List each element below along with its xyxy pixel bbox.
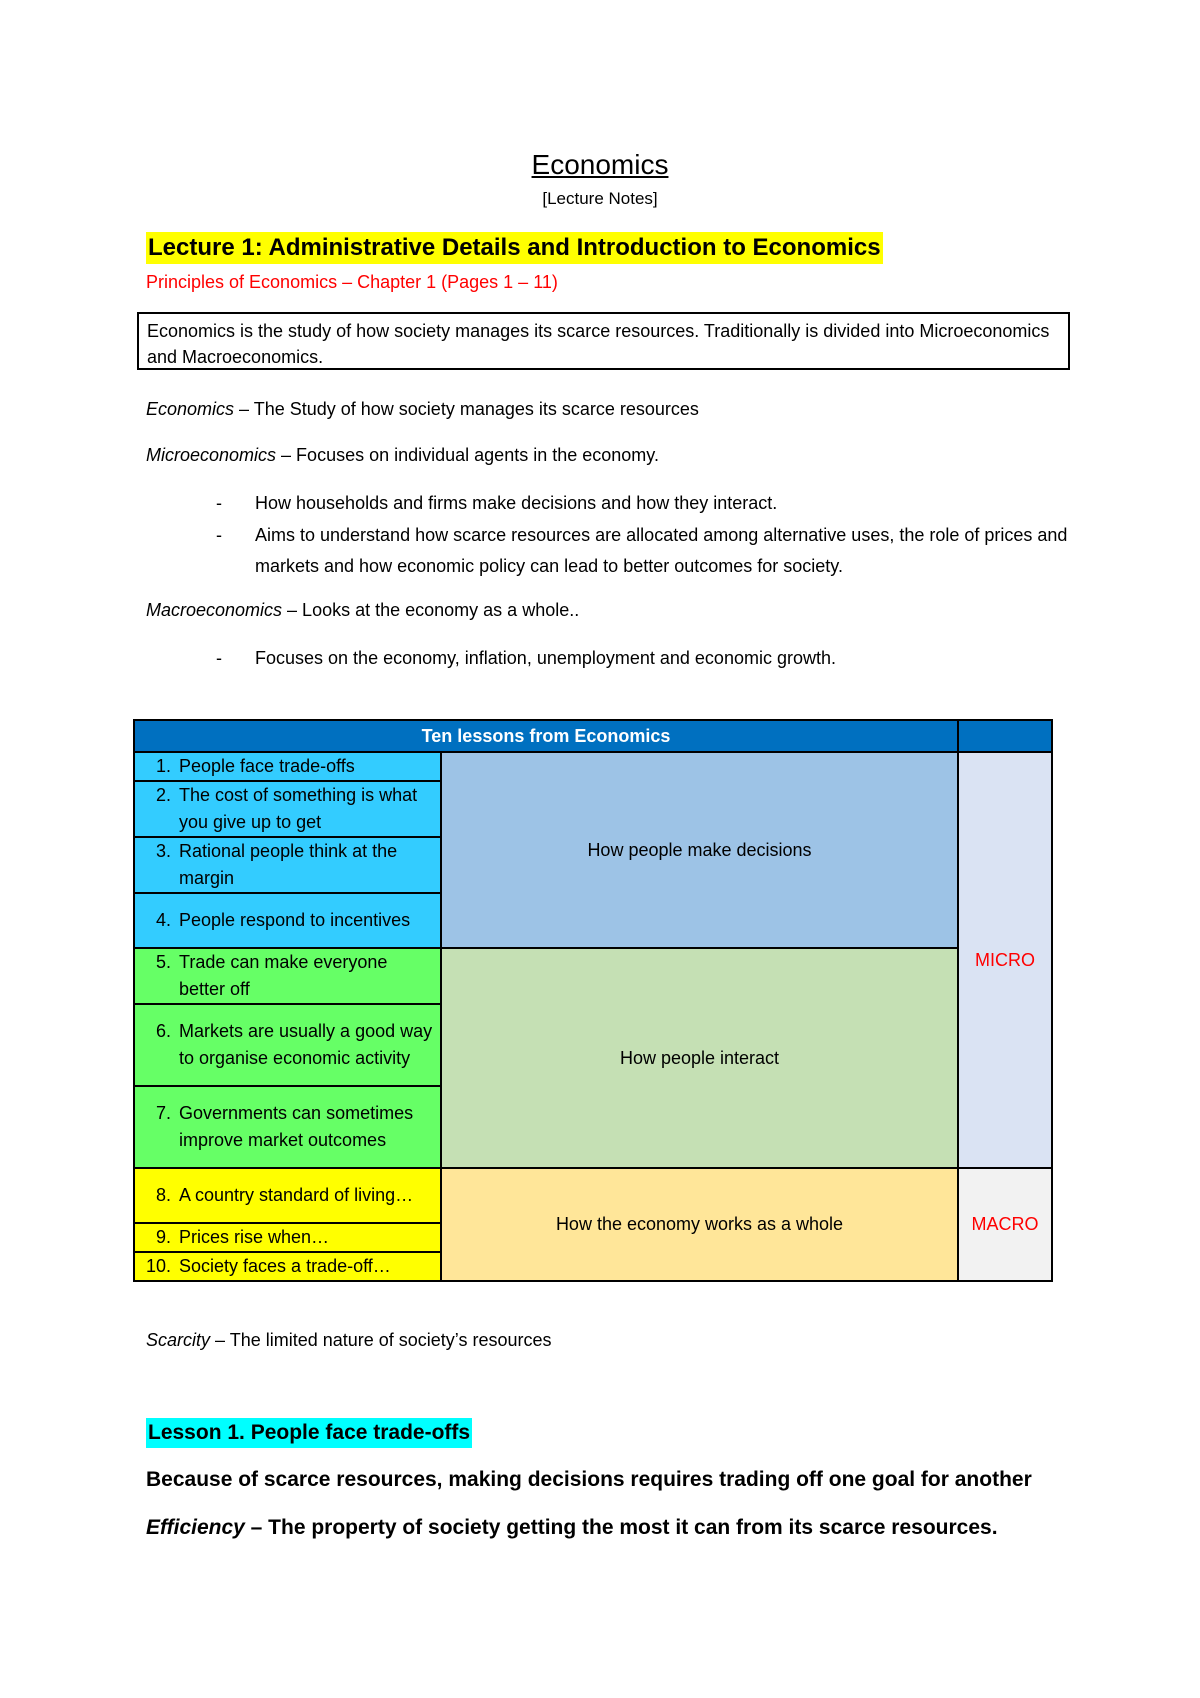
lesson-cell: [134, 948, 441, 1004]
lesson-text: A country standard of living…: [179, 1185, 414, 1205]
lesson-cell: [134, 893, 441, 948]
lesson-text: Markets are usually a good way to organise economic activity: [179, 1021, 433, 1068]
definition-scarcity: [146, 1328, 552, 1352]
definition-term: Scarcity: [146, 1330, 211, 1350]
definition-macroeconomics: [146, 598, 579, 622]
lesson-text: Governments can sometimes improve market outcomes: [179, 1103, 414, 1150]
bullet-marker: -: [216, 648, 222, 668]
table-row: [134, 752, 1052, 781]
lesson-text: People face trade-offs: [179, 756, 355, 776]
lesson-cell: [134, 837, 441, 893]
definition-efficiency: [146, 1514, 998, 1542]
lesson-number: 2.: [155, 785, 171, 805]
document-title: Economics: [531, 149, 669, 180]
chapter-reference: Principles of Economics – Chapter 1 (Pages 1 – 11): [146, 272, 558, 292]
table-header-blank: [958, 720, 1052, 752]
lesson-number: 6.: [155, 1021, 171, 1041]
ten-lessons-table: [133, 719, 1053, 1282]
lesson-cell: [134, 1168, 441, 1223]
lesson-number: 7.: [155, 1103, 171, 1123]
group-interact: How people interact: [441, 948, 958, 1168]
lesson-text: Society faces a trade-off…: [179, 1256, 391, 1276]
lesson-cell: [134, 1004, 441, 1086]
lesson-text: Rational people think at the margin: [179, 841, 398, 888]
lesson-cell: [134, 1223, 441, 1252]
document-subtitle: [Lecture Notes]: [542, 189, 658, 208]
list-item: Focuses on the economy, inflation, unemployment and economic growth.: [255, 648, 836, 668]
summary-box: Economics is the study of how society manages its scarce resources. Traditionally is divided into Microeconomics and Macroeconomics.: [137, 312, 1070, 370]
lesson-text: People respond to incentives: [179, 910, 411, 930]
lesson-cell: [134, 1252, 441, 1281]
lesson-text: The cost of something is what you give up to get: [179, 785, 418, 832]
lesson-cell: [134, 1086, 441, 1168]
definition-term: Economics: [146, 399, 235, 419]
definition-text: – Looks at the economy as a whole..: [282, 600, 580, 620]
definition-term: Efficiency: [146, 1516, 245, 1539]
lesson-heading: Lesson 1. People face trade-offs: [146, 1418, 472, 1448]
group-economy-whole: How the economy works as a whole: [441, 1168, 958, 1281]
lesson-body: Because of scarce resources, making decisions requires trading off one goal for another: [146, 1468, 1032, 1491]
lesson-number: 9.: [155, 1227, 171, 1247]
bullet-marker: -: [216, 525, 222, 545]
table-header-row: [134, 720, 1052, 752]
definition-text: – The property of society getting the most it can from its scarce resources.: [244, 1516, 998, 1539]
lesson-number: 8.: [155, 1185, 171, 1205]
lesson-text: Prices rise when…: [179, 1227, 330, 1247]
list-item: How households and firms make decisions and how they interact.: [255, 493, 778, 513]
definition-term: Microeconomics: [146, 445, 277, 465]
lesson-number: 3.: [155, 841, 171, 861]
lesson-number: 4.: [155, 910, 171, 930]
definition-economics: [146, 397, 699, 421]
definition-text: – The Study of how society manages its scarce resources: [234, 399, 699, 419]
definition-text: – The limited nature of society’s resources: [210, 1330, 552, 1350]
definition-microeconomics: [146, 443, 659, 467]
table-header: Ten lessons from Economics: [134, 720, 958, 752]
scope-macro: MACRO: [958, 1168, 1052, 1281]
group-decisions: How people make decisions: [441, 752, 958, 948]
table-row: [134, 948, 1052, 1004]
lesson-number: 5.: [155, 952, 171, 972]
lesson-text: Trade can make everyone better off: [179, 952, 388, 999]
definition-text: – Focuses on individual agents in the economy.: [276, 445, 659, 465]
definition-term: Macroeconomics: [146, 600, 283, 620]
lesson-number: 10.: [145, 1256, 171, 1276]
list-item: Aims to understand how scarce resources are allocated among alternative uses, the role of prices and markets and how economic policy can lead to better outcomes for society.: [255, 525, 1068, 576]
lesson-cell: [134, 752, 441, 781]
lecture-heading: Lecture 1: Administrative Details and Introduction to Economics: [146, 232, 883, 264]
bullet-marker: -: [216, 493, 222, 513]
scope-micro: MICRO: [958, 752, 1052, 1168]
lesson-number: 1.: [155, 756, 171, 776]
lesson-cell: [134, 781, 441, 837]
table-row: [134, 1168, 1052, 1223]
